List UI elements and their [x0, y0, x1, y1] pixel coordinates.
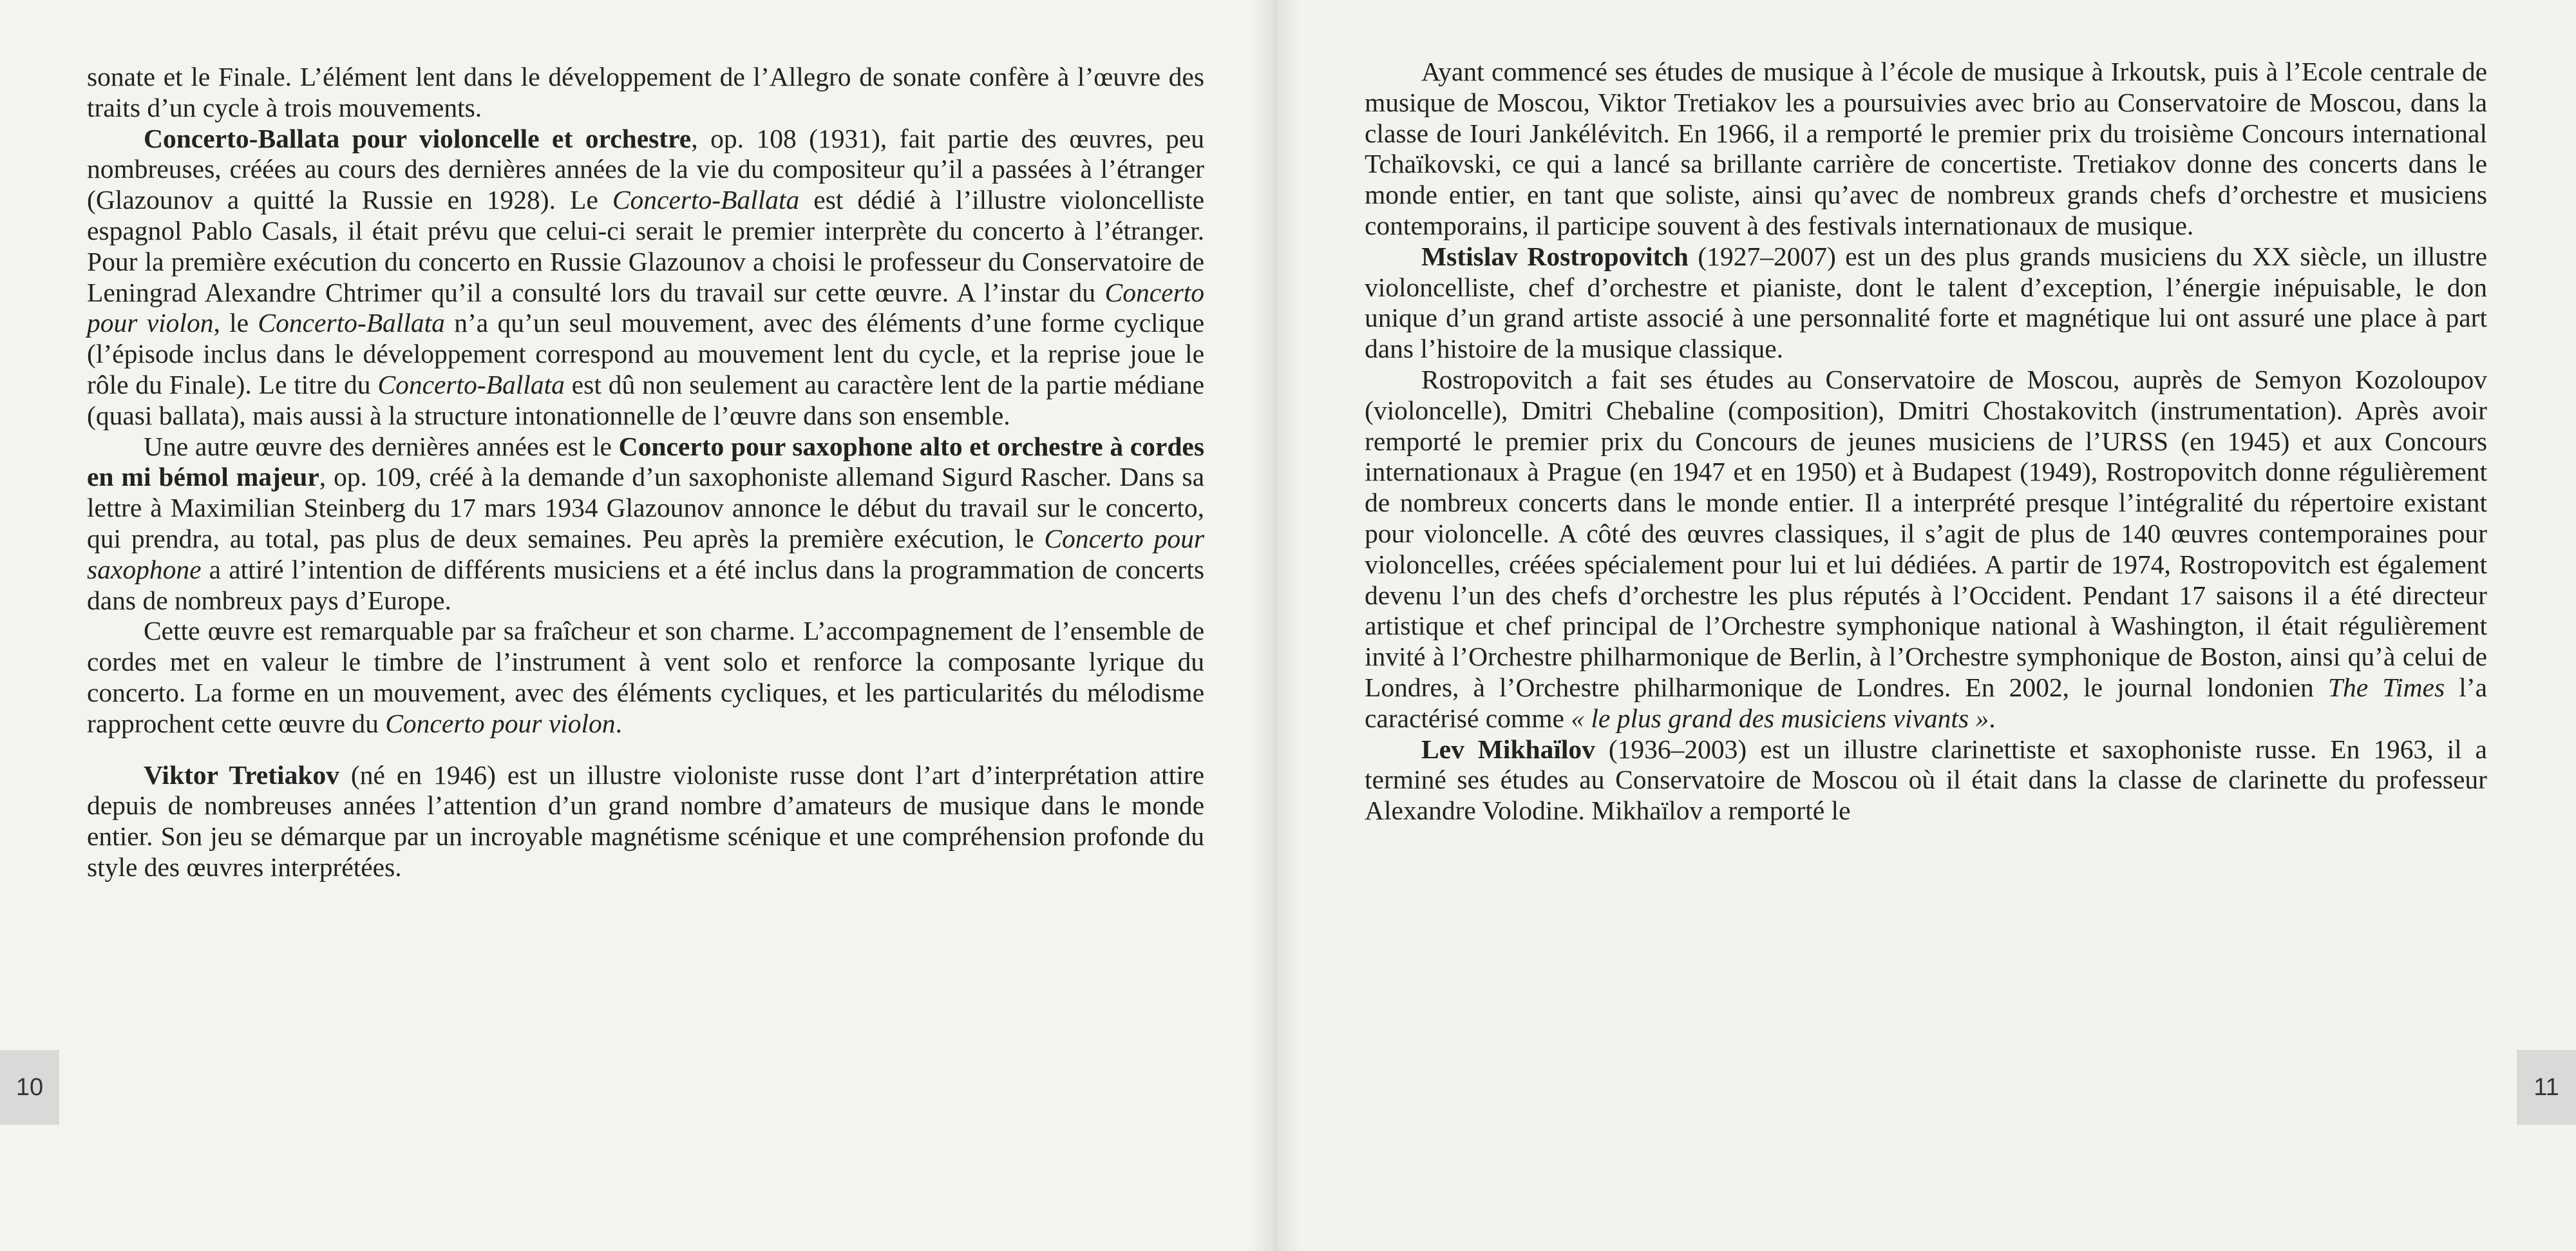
paragraph-concerto-ballata: Concerto-Ballata pour violoncelle et orchestre, op. 108 (1931), fait partie des œuvres, peu nombreuses, créées au cours des dernières années de la vie du compositeur qu’il a passées à l’étranger (Glazounov a quitté la Russie en 1928). Le Concerto-Ballata est dédié à l’illustre violoncelliste espagnol Pablo Casals, il était prévu que celui-ci serait le premier interprète du concerto à l’étranger. Pour la première exécution du concerto en Russie Glazounov a choisi le professeur du Conservatoire de Leningrad Alexandre Chtrimer qu’il a consulté lors du travail sur cette œuvre. A l’instar du Concerto pour violon, le Concerto-Ballata n’a qu’un seul mouvement, avec des éléments d’une forme cyclique (l’épisode inclus dans le développement correspond au mouvement lent du cycle, et la reprise joue le rôle du Finale). Le titre du Concerto-Ballata est dû non seulement au caractère lent de la partie médiane (quasi ballata), mais aussi à la structure intonationnelle de l’œuvre dans son ensemble.: [87, 123, 1204, 430]
right-page: [1275, 0, 2576, 1251]
work-title-italic: Concerto pour violon: [87, 277, 1204, 338]
paragraph-mikhailov-bio: Lev Mikhaïlov (1936–2003) est un illustre clarinettiste et saxophoniste russe. En 1963, il a terminé ses études au Conservatoire de Moscou où il était dans la classe de clarinette du professeur Alexandre Volodine. Mikhaïlov a remporté le: [1365, 734, 2487, 826]
work-title-italic: Concerto-Ballata: [377, 369, 565, 399]
paragraph: sonate et le Finale. L’élément lent dans le développement de l’Allegro de sonate confère à l’œuvre des traits d’un cycle à trois mouvements.: [87, 62, 1204, 122]
right-page-text: [1365, 57, 2487, 826]
artist-name: Mstislav Rostropovitch: [1421, 241, 1689, 271]
paragraph-saxophone-concerto: Une autre œuvre des dernières années est le Concerto pour saxophone alto et orchestre à cordes en mi bémol majeur, op. 109, créé à la demande d’un saxophoniste allemand Sigurd Rascher. Dans sa lettre à Maximilian Steinberg du 17 mars 1934 Glazounov annonce le début du travail sur le concerto, qui prendra, au total, pas plus de deux semaines. Peu après la première exécution, le Concerto pour saxophone a attiré l’intention de différents musiciens et a été inclus dans la programmation de concerts dans de nombreux pays d’Europe.: [87, 431, 1205, 615]
paragraph: Rostropovitch a fait ses études au Conservatoire de Moscou, auprès de Semyon Kozoloupov (violoncelle), Dmitri Chebaline (composition), Dmitri Chostakovitch (instrumentation). Après avoir remporté le premier prix du Concours de jeunes musiciens de l’URSS (en 1945) et aux Concours internationaux à Prague (en 1947 et en 1950) et à Budapest (1949), Rostropovitch donne régulièrement de nombreux concerts dans le monde entier. Il a interprété presque l’intégralité du répertoire existant pour violoncelle. A côté des œuvres classiques, il s’agit de plus de 140 œuvres contemporaines pour violoncelles, créées spécialement pour lui et lui dédiées. A partir de 1974, Rostropovitch est également devenu l’un des chefs d’orchestre les plus réputés à l’Occident. Pendant 17 saisons il a été directeur artistique et chef principal de l’Orchestre symphonique national à Washington, il était régulièrement invité à l’Orchestre philharmonique de Berlin, à l’Orchestre symphonique de Boston, ainsi qu’à celui de Londres, à l’Orchestre philharmonique de Londres. En 2002, le journal londonien The Times l’a caractérisé comme « le plus grand des musiciens vivants ».: [1365, 364, 2487, 733]
quote: « le plus grand des musiciens vivants »: [1571, 703, 1989, 733]
work-title-italic: Concerto-Ballata: [612, 185, 800, 215]
paragraph-rostropovitch-bio: Mstislav Rostropovitch (1927–2007) est un des plus grands musiciens du XX siècle, un illustre violoncelliste, chef d’orchestre et pianiste, dont le talent d’exception, l’énergie inépuisable, le don unique d’un grand artiste associé à une personnalité forte et magnétique lui ont assuré une place à part dans l’histoire de la musique classique.: [1365, 241, 2488, 364]
left-page-text: [87, 62, 1204, 883]
artist-name: Viktor Tretiakov: [144, 759, 339, 790]
work-title-italic: Concerto pour saxophone: [87, 523, 1204, 584]
artist-name: Lev Mikhaïlov: [1421, 734, 1595, 764]
work-title: Concerto pour saxophone alto et orchestre à cordes en mi bémol majeur: [87, 431, 1204, 492]
work-title-italic: Concerto pour violon: [385, 708, 616, 738]
publication-title: The Times: [2327, 672, 2445, 702]
paragraph-tretiakov-bio: Viktor Tretiakov (né en 1946) est un illustre violoniste russe dont l’art d’interprétation attire depuis de nombreuses années l’attention d’un grand nombre d’amateurs de musique dans le monde entier. Son jeu se démarque par un incroyable magnétisme scénique et une compréhension profonde du style des œuvres interprétées.: [87, 759, 1204, 882]
book-spine: [1249, 0, 1301, 1251]
page-number: 11: [2517, 1050, 2576, 1125]
paragraph: Ayant commencé ses études de musique à l’école de musique à Irkoutsk, puis à l’Ecole centrale de musique de Moscou, Viktor Tretiakov les a poursuivies avec brio au Conservatoire de Moscou, dans la classe de Iouri Jankélévitch. En 1966, il a remporté le premier prix du troisième Concours international Tchaïkovski, ce qui a lancé sa brillante carrière de concertiste. Tretiakov donne des concerts dans le monde entier, en tant que soliste, ainsi qu’avec de nombreux grands chefs d’orchestre et musiciens contemporains, il participe souvent à des festivals internationaux de musique.: [1365, 57, 2487, 240]
paragraph: Cette œuvre est remarquable par sa fraîcheur et son charme. L’accompagnement de l’ensemble de cordes met en valeur le timbre de l’instrument à vent solo et renforce la composante lyrique du concerto. La forme en un mouvement, avec des éléments cycliques, et les particularités du mélodisme rapprochent cette œuvre du Concerto pour violon.: [87, 616, 1204, 738]
work-title: Concerto-Ballata pour violoncelle et orchestre: [144, 123, 692, 153]
page-number: 10: [0, 1050, 59, 1125]
work-title-italic: Concerto-Ballata: [258, 308, 445, 338]
left-page: [0, 0, 1275, 1251]
